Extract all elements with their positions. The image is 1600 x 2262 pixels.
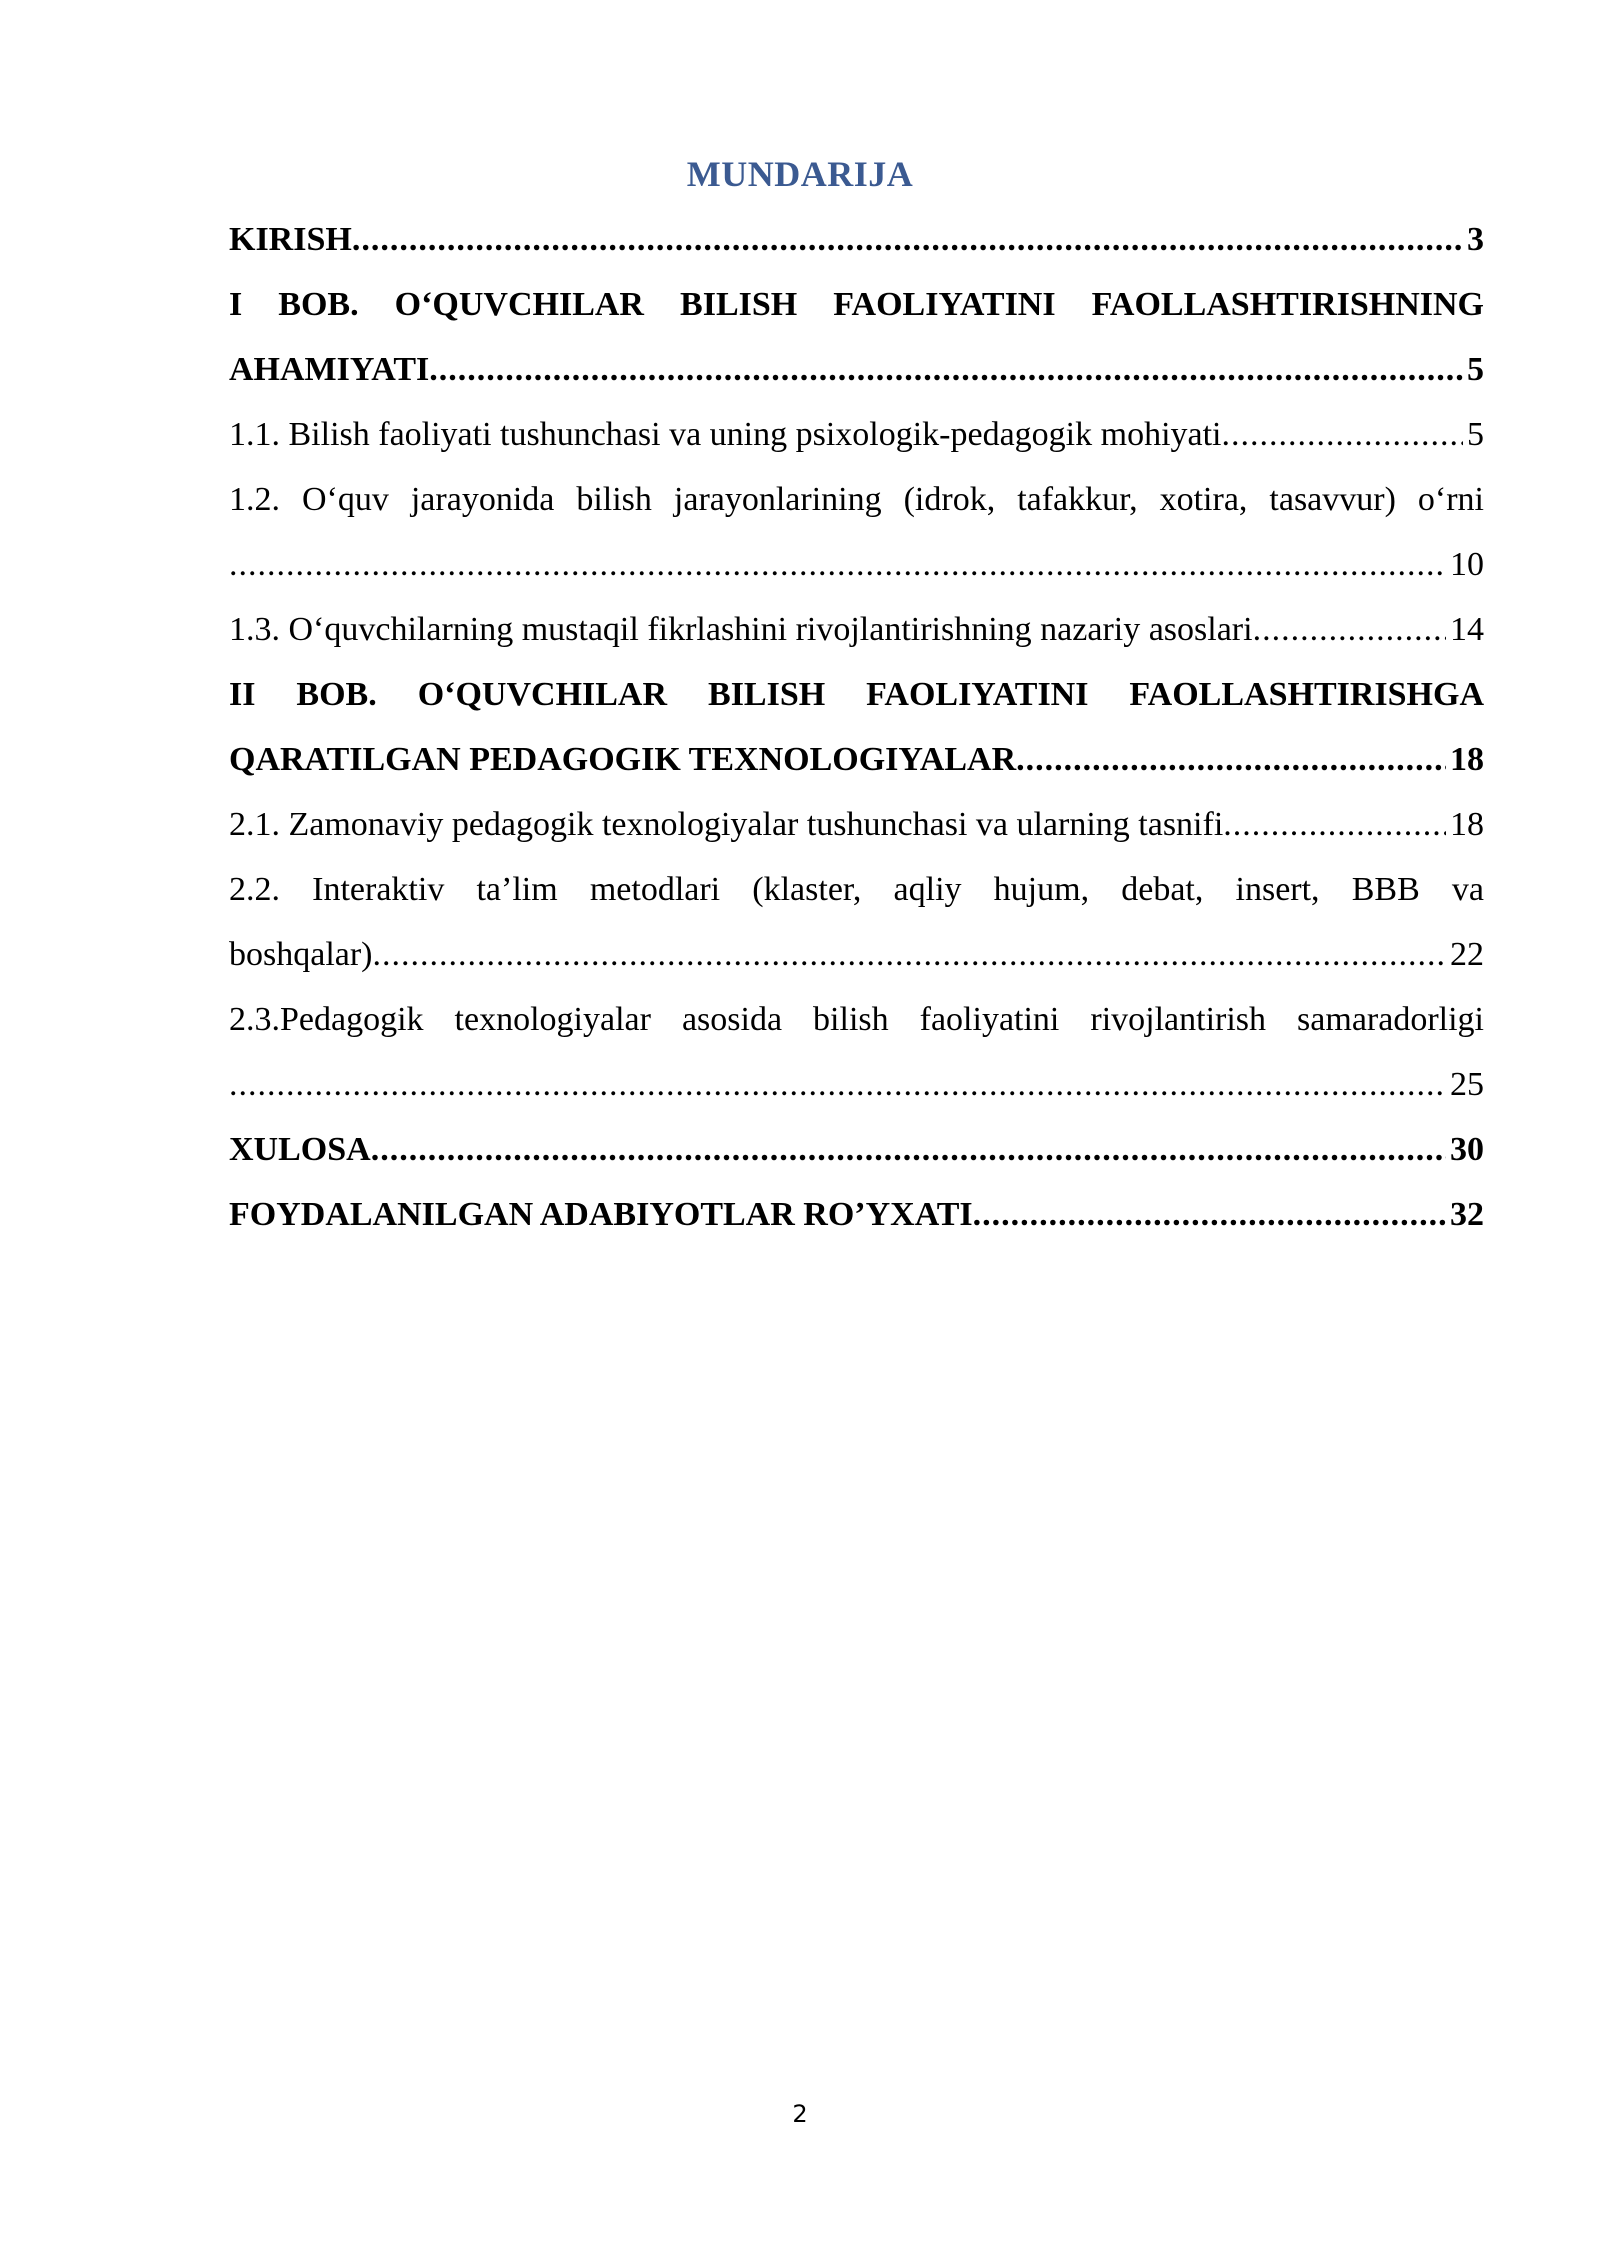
toc-page-number: 18 (1450, 741, 1484, 778)
toc-entry-label: 2.2. Interaktiv ta’lim metodlari (klaster, aqliy hujum, debat, insert, BBB va (229, 871, 1484, 908)
dot-leader (373, 922, 1446, 987)
dot-leader (371, 1117, 1446, 1182)
dot-leader (1253, 597, 1446, 662)
toc-entry-1-2-cont[interactable] (229, 532, 1484, 597)
toc-entry-label: FOYDALANILGAN ADABIYOTLAR RO’YXATI (229, 1196, 973, 1233)
toc-entry-label: 1.3. O‘quvchilarning mustaqil fikrlashini rivojlantirishning nazariy asoslari (229, 611, 1253, 648)
toc-entry-2-1[interactable] (229, 792, 1484, 857)
dot-leader (973, 1182, 1446, 1247)
dot-leader (1222, 402, 1463, 467)
toc-entry-label: II BOB. O‘QUVCHILAR BILISH FAOLIYATINI FAOLLASHTIRISHGA (229, 676, 1484, 713)
dot-leader (429, 337, 1463, 402)
toc-entry-1-3[interactable] (229, 597, 1484, 662)
toc-entry-1-2[interactable] (229, 467, 1484, 532)
toc-page-number: 3 (1467, 221, 1484, 258)
toc-entry-label: QARATILGAN PEDAGOGIK TEXNOLOGIYALAR (229, 741, 1017, 778)
table-of-contents (229, 207, 1484, 1247)
toc-entry-label: I BOB. O‘QUVCHILAR BILISH FAOLIYATINI FAOLLASHTIRISHNING (229, 286, 1484, 323)
toc-entry-2-2-cont[interactable] (229, 922, 1484, 987)
toc-page-number: 30 (1450, 1131, 1484, 1168)
toc-page-number: 14 (1450, 611, 1484, 648)
toc-page-number: 25 (1450, 1066, 1484, 1103)
toc-entry-label: 1.2. O‘quv jarayonida bilish jarayonlarining (idrok, tafakkur, xotira, tasavvur) o‘rni (229, 481, 1484, 518)
toc-entry-kirish[interactable] (229, 207, 1484, 272)
toc-page-number: 18 (1450, 806, 1484, 843)
toc-page-number: 10 (1450, 546, 1484, 583)
toc-entry-chapter-2[interactable] (229, 662, 1484, 727)
page-title: MUNDARIJA (686, 154, 914, 194)
toc-entry-label: 2.3.Pedagogik texnologiyalar asosida bilish faoliyatini rivojlantirish samaradorligi (229, 1001, 1484, 1038)
toc-page-number: 22 (1450, 936, 1484, 973)
toc-entry-label: AHAMIYATI (229, 351, 430, 388)
toc-entry-label: 1.1. Bilish faoliyati tushunchasi va uning psixologik-pedagogik mohiyati (229, 416, 1222, 453)
toc-entry-1-1[interactable] (229, 402, 1484, 467)
toc-entry-xulosa[interactable] (229, 1117, 1484, 1182)
dot-leader (1016, 727, 1446, 792)
toc-entry-references[interactable] (229, 1182, 1484, 1247)
toc-page-number: 5 (1467, 416, 1484, 453)
toc-entry-chapter-1[interactable] (229, 272, 1484, 337)
dot-leader (1223, 792, 1446, 857)
toc-entry-label: boshqalar) (229, 936, 373, 973)
toc-entry-chapter-2-cont[interactable] (229, 727, 1484, 792)
page-number: 2 (792, 2100, 808, 2128)
toc-entry-2-3[interactable] (229, 987, 1484, 1052)
dot-leader (229, 1052, 1446, 1117)
toc-entry-2-2[interactable] (229, 857, 1484, 922)
toc-entry-chapter-1-cont[interactable] (229, 337, 1484, 402)
dot-leader (229, 532, 1446, 597)
toc-entry-label: XULOSA (229, 1131, 371, 1168)
toc-entry-label: KIRISH (229, 221, 352, 258)
toc-entry-label: 2.1. Zamonaviy pedagogik texnologiyalar tushunchasi va ularning tasnifi (229, 806, 1224, 843)
toc-page-number: 5 (1467, 351, 1484, 388)
dot-leader (352, 207, 1463, 272)
toc-entry-2-3-cont[interactable] (229, 1052, 1484, 1117)
toc-page-number: 32 (1450, 1196, 1484, 1233)
